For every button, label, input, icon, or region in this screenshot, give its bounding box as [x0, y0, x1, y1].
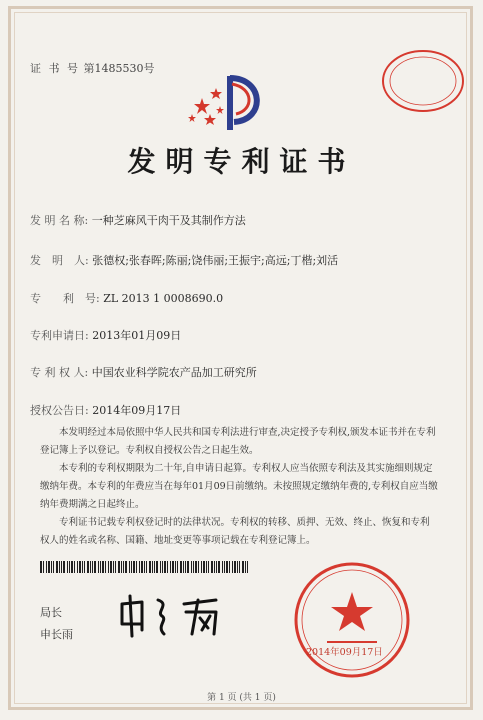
approval-seal	[378, 46, 468, 116]
field-row-inventors	[30, 252, 338, 268]
field-value: ZL 2013 1 0008690.0	[103, 292, 224, 305]
field-row-grant-date	[30, 402, 181, 418]
field-row-patent-number	[30, 290, 223, 306]
field-label: 授权公告日:	[30, 404, 89, 417]
field-label: 专利申请日:	[30, 329, 89, 342]
certificate-body-text	[40, 424, 438, 550]
field-value: 2013年01月09日	[92, 329, 182, 342]
certificate-number-value: 第1485530号	[83, 62, 155, 75]
field-row-application-date	[30, 327, 181, 343]
director-title: 局长	[40, 606, 62, 619]
director-name: 申长雨	[40, 628, 73, 641]
field-label: 发 明 人:	[30, 254, 89, 267]
official-seal-icon	[287, 560, 417, 680]
barcode-icon	[40, 561, 250, 573]
field-label: 专 利 权 人:	[30, 366, 89, 379]
certificate-number-label: 证 书 号	[30, 62, 80, 75]
signature-icon	[112, 590, 252, 640]
field-row-patentee	[30, 364, 257, 380]
certificate-number	[30, 60, 155, 76]
body-paragraph: 专利证书记载专利权登记时的法律状况。专利权的转移、质押、无效、终止、恢复和专利权人的姓名或名称、国籍、地址变更等事项记载在专利登记簿上。	[40, 517, 430, 546]
field-row-invention-name	[30, 212, 246, 228]
field-label: 发 明 名 称:	[30, 214, 89, 227]
director-block	[40, 604, 73, 642]
field-value: 2014年09月17日	[92, 404, 182, 417]
page-title: 发明专利证书	[127, 145, 356, 178]
seal-date: 2014年09月17日	[306, 647, 383, 658]
page-number: 第 1 页 (共 1 页)	[207, 693, 276, 703]
field-value: 中国农业科学院农产品加工研究所	[91, 366, 257, 379]
approval-seal-icon	[378, 46, 468, 116]
body-paragraph: 本专利的专利权期限为二十年,自申请日起算。专利权人应当依照专利法及其实施细则规定缴纳年费。本专利的年费应当在每年01月09日前缴纳。未按照规定缴纳年费的,专利权自应当缴纳年费期满之日起终止。	[40, 463, 438, 510]
field-value: 张德权;张春晖;陈丽;饶伟丽;王振宇;高远;丁楷;刘活	[92, 254, 339, 267]
field-value: 一种芝麻风干肉干及其制作方法	[91, 214, 246, 227]
patent-office-logo-icon	[188, 68, 278, 138]
body-paragraph: 本发明经过本局依照中华人民共和国专利法进行审查,决定授予专利权,颁发本证书并在专利登记簿上予以登记。专利权自授权公告之日起生效。	[40, 427, 436, 456]
field-label: 专 利 号:	[30, 292, 100, 305]
